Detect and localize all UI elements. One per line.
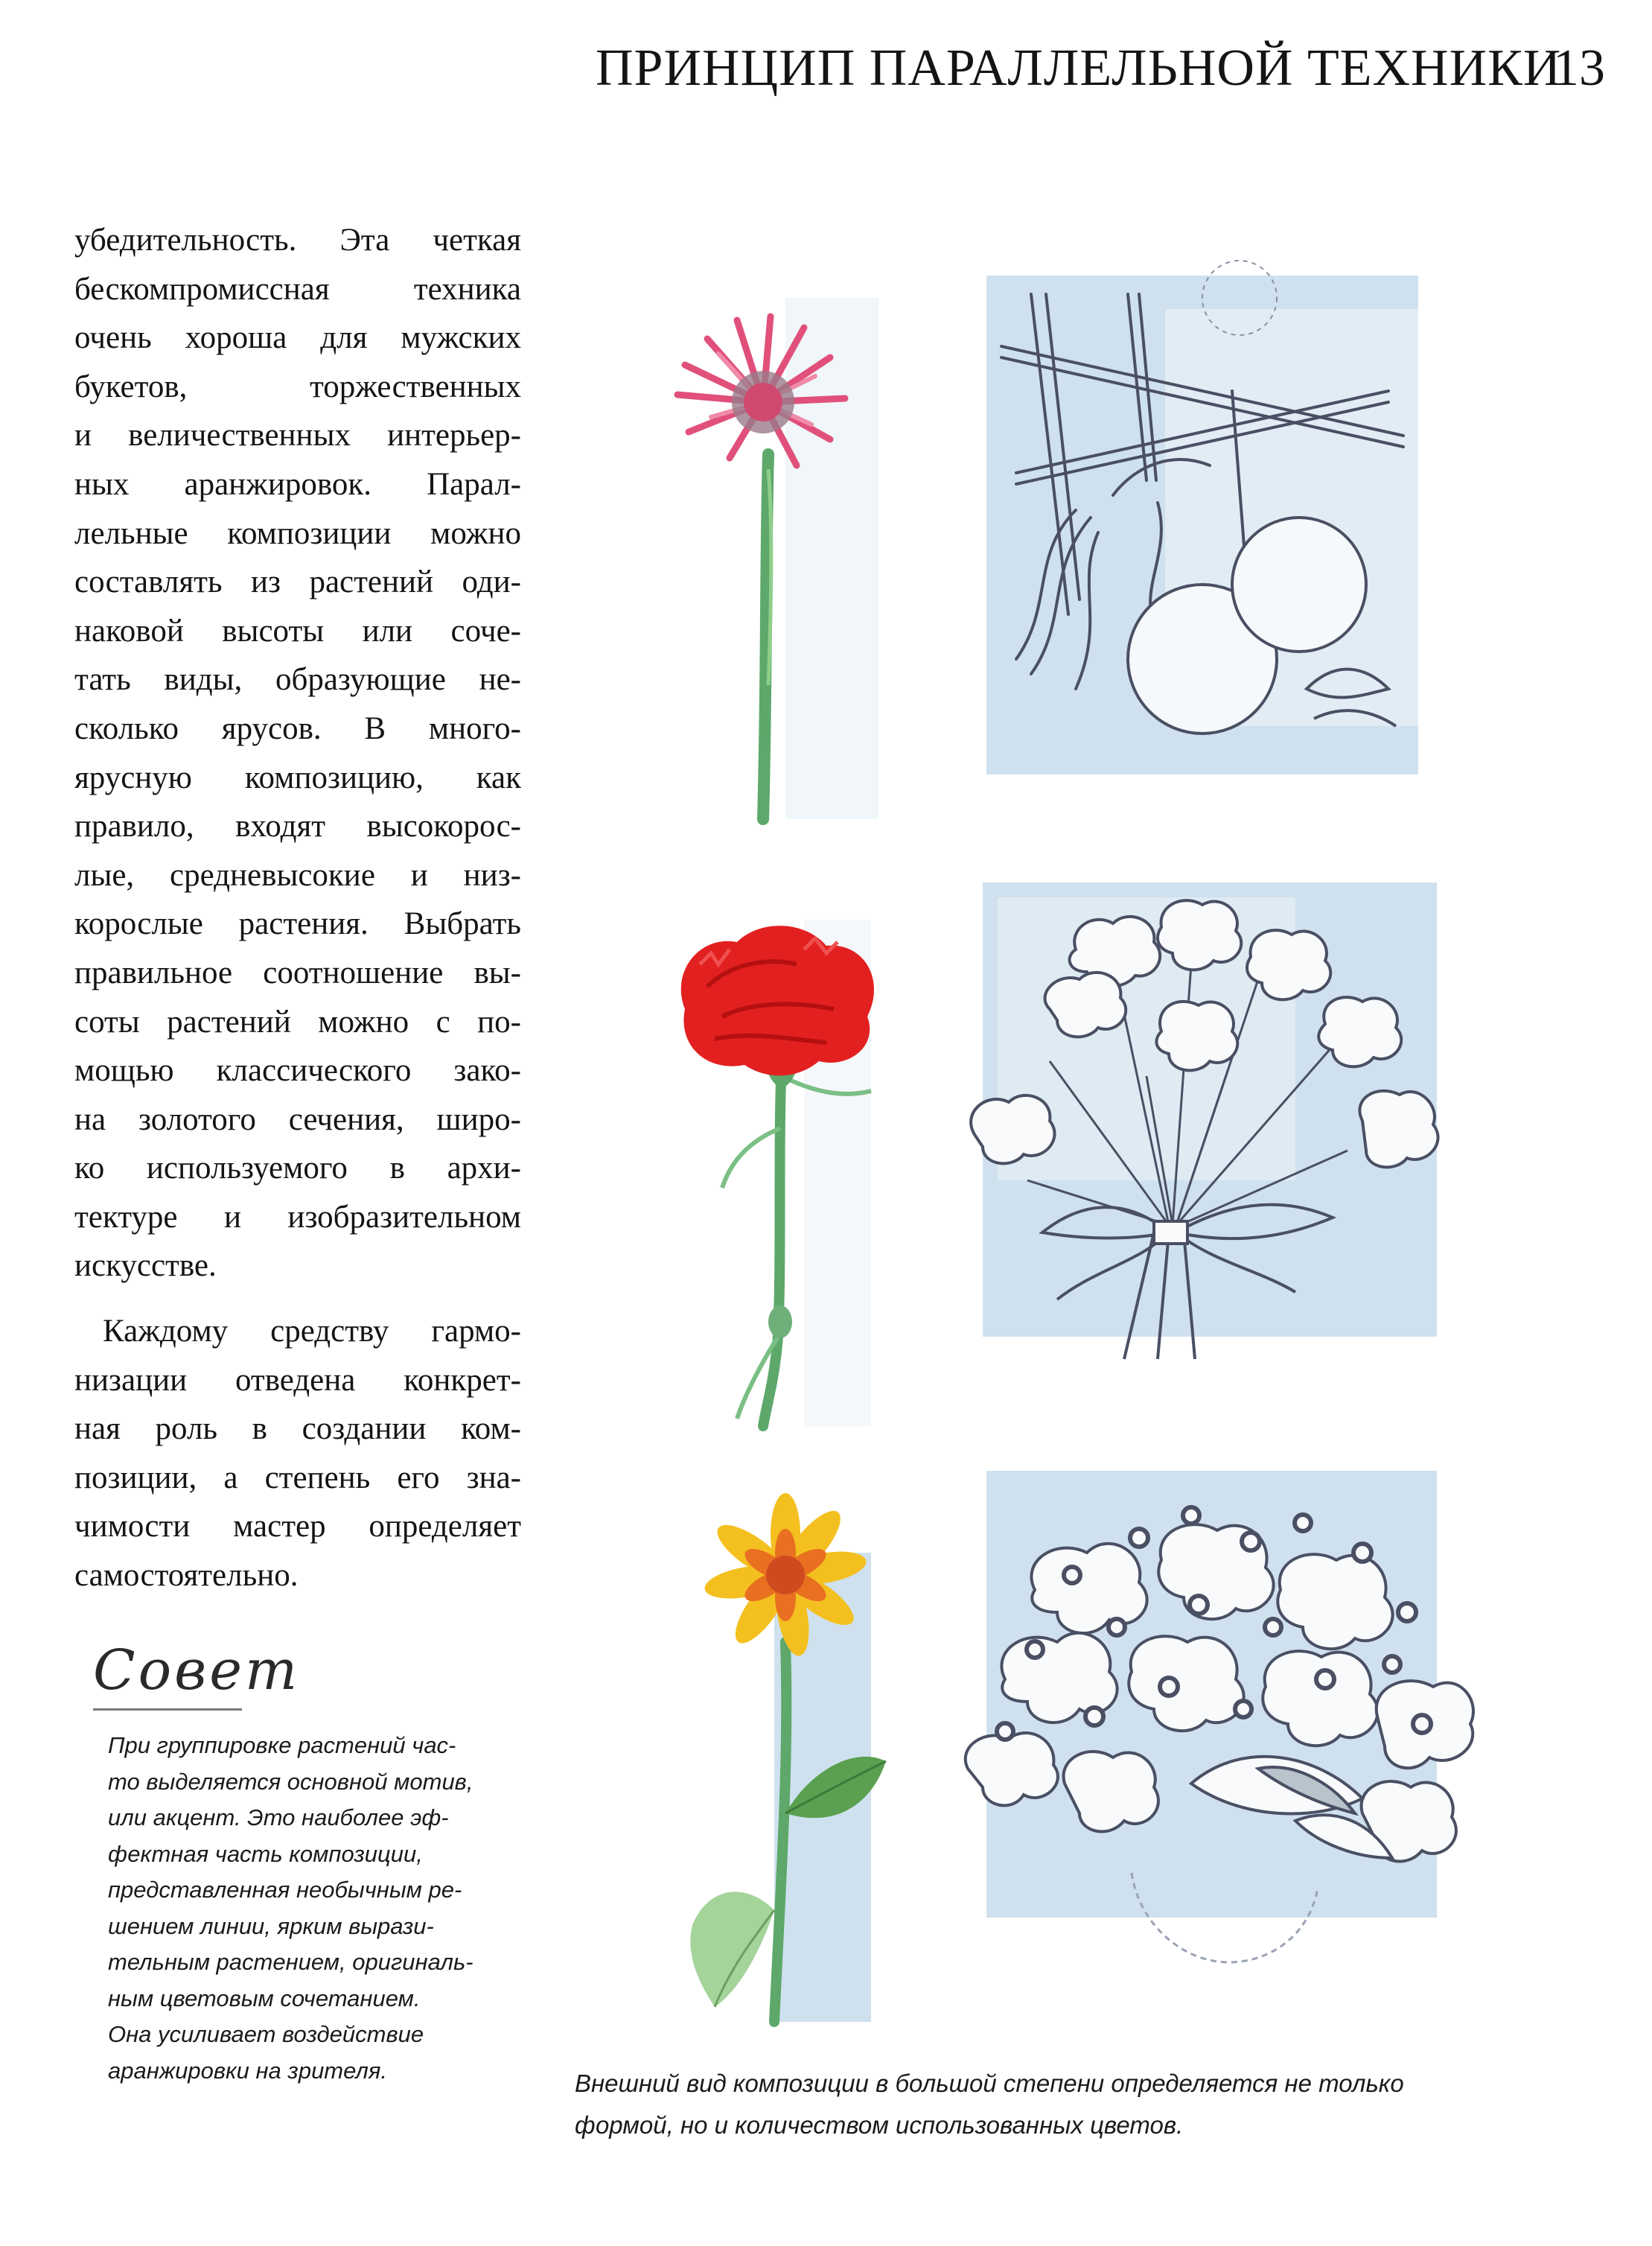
text-line: низации отведена конкрет- [74, 1362, 521, 1398]
tip-line: шением линии, ярким вырази- [108, 1912, 434, 1939]
text-line: чимости мастер определяет [74, 1509, 521, 1544]
caption-line: Внешний вид композиции в большой степени определяется не только [575, 2070, 1404, 2097]
dense-bouquet-sketch [945, 1471, 1474, 1977]
text-line: соты растений можно с по- [74, 1004, 521, 1040]
tip-underline [93, 1708, 242, 1711]
tip-line: ным цветовым сочетанием. [108, 1985, 421, 2011]
tip-line: аранжировки на зрителя. [108, 2057, 387, 2084]
parallel-stems-sketch [986, 272, 1448, 778]
text-line: ярусную композицию, как [74, 760, 521, 795]
text-line: сколько ярусов. В много- [74, 710, 521, 746]
tip-line: представленная необычным ре- [108, 1877, 462, 1903]
text-line: мощью классического зако- [74, 1053, 521, 1089]
text-line: корослые растения. Выбрать [74, 906, 521, 942]
text-line: ная роль в создании ком- [74, 1411, 521, 1447]
body-text [74, 216, 521, 1600]
red-carnation-flower [655, 920, 878, 1434]
text-line: бескомпромиссная техника [74, 271, 521, 307]
tip-text [108, 1728, 510, 2089]
text-line: позиции, а степень его зна- [74, 1460, 521, 1495]
page-number: 13 [1553, 39, 1605, 97]
text-line: правило, входят высокорос- [74, 809, 521, 844]
tip-line: фектная часть композиции, [108, 1840, 423, 1867]
tip-line: тельным растением, оригиналь- [108, 1949, 473, 1975]
pink-aster-flower [640, 298, 886, 827]
illustration-caption [575, 2063, 1490, 2146]
text-line: очень хороша для мужских [74, 320, 521, 356]
text-line: наковой высоты или соче- [74, 613, 521, 649]
text-line: тать виды, образующие не- [74, 662, 521, 698]
tip-line: или акцент. Это наиболее эф- [108, 1804, 449, 1830]
text-line: лельные композиции можно [74, 515, 521, 551]
text-line: Каждому средству гармо- [103, 1314, 521, 1349]
text-line: ных аранжировок. Парал- [74, 466, 521, 502]
tip-line: При группировке растений час- [108, 1732, 456, 1758]
paragraph-1 [74, 216, 521, 1291]
text-line: тектуре и изобразительном [74, 1199, 521, 1235]
text-line: искусстве. [74, 1248, 217, 1284]
text-line: убедительность. Эта четкая [74, 223, 521, 258]
text-line: и величественных интерьер- [74, 418, 521, 454]
tip-line: то выделяется основной мотив, [108, 1768, 473, 1795]
yellow-dahlia-flower [663, 1493, 901, 2029]
page-header-title: ПРИНЦИП ПАРАЛЛЕЛЬНОЙ ТЕХНИКИ [596, 39, 1562, 97]
bouquet-sketch [945, 882, 1459, 1367]
text-line: лые, средневысокие и низ- [74, 857, 521, 893]
caption-line: формой, но и количеством использованных цветов. [575, 2111, 1184, 2139]
text-line: составлять из растений оди- [74, 564, 521, 600]
tip-line: Она усиливает воздействие [108, 2021, 424, 2047]
tip-heading: Совет [93, 1638, 301, 1702]
text-line: букетов, торжественных [74, 369, 521, 404]
text-line: на золотого сечения, широ- [74, 1101, 521, 1137]
paragraph-2 [74, 1307, 521, 1600]
text-line: ко используемого в архи- [74, 1151, 521, 1186]
text-line: самостоятельно. [74, 1558, 299, 1594]
text-line: правильное соотношение вы- [74, 955, 521, 990]
